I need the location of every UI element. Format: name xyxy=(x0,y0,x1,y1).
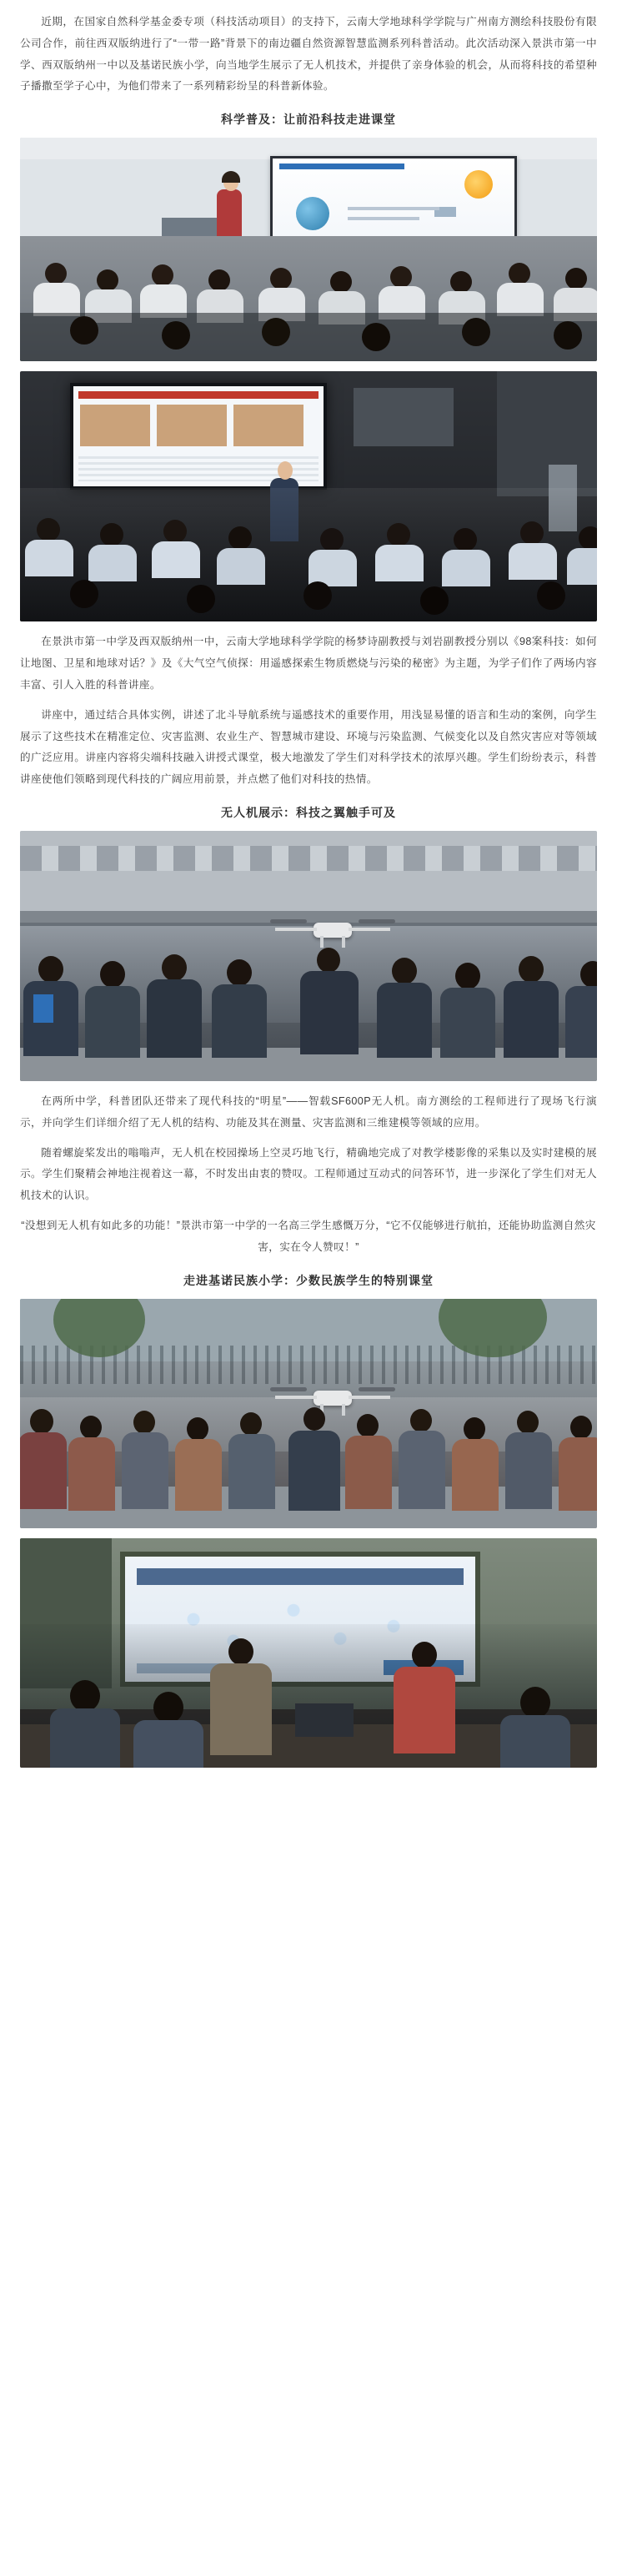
child-head xyxy=(80,1416,102,1439)
section2-paragraph-2: 随着螺旋桨发出的嗡嗡声，无人机在校园操场上空灵巧地飞行，精确地完成了对教学楼影像的采集以及实时建模的展示。学生们聚精会神地注视着这一幕，不时发出由衷的赞叹。工程师通过互动式的问答环节，进一步深化了学生们对无人机技术的认识。 xyxy=(20,1146,597,1202)
child-body xyxy=(68,1437,115,1511)
student-head xyxy=(412,1642,437,1668)
student-quote: “没想到无人机有如此多的功能！”景洪市第一中学的一名高三学生感慨万分，“它不仅能够进行航拍，还能协助监测自然灾害，实在令人赞叹！” xyxy=(21,1220,596,1253)
drone-leg-right xyxy=(342,936,345,948)
audience-head xyxy=(420,586,449,615)
slide-image-2 xyxy=(157,405,227,446)
presenter-head xyxy=(228,1638,253,1665)
student-head xyxy=(70,316,98,345)
student-body xyxy=(33,283,80,316)
section2-paragraph-1: 在两所中学，科普团队还带来了现代科技的“明星”——智载SF600P无人机。南方测绘的工程师进行了现场飞行演示，并向学生们详细介绍了无人机的结构、功能及其在测量、灾害监测和三维建模等领域的应用。 xyxy=(20,1094,597,1129)
engineer-head xyxy=(317,948,340,973)
child-head xyxy=(410,1409,432,1432)
drone-arm-left xyxy=(275,1396,317,1399)
projection-classroom-photo xyxy=(20,1538,597,1768)
student-head xyxy=(462,318,490,346)
student-head xyxy=(153,1692,183,1723)
student-body xyxy=(394,1667,455,1753)
slide-header-bar xyxy=(78,391,319,399)
classroom-lecture-photo xyxy=(20,138,597,361)
child-head xyxy=(570,1416,592,1439)
section-title-jinuo-school: 走进基诺民族小学：少数民族学生的特别课堂 xyxy=(183,1273,434,1287)
slide-image-1 xyxy=(80,405,150,446)
school-building xyxy=(20,831,597,913)
slide-line-1 xyxy=(348,207,439,210)
drone-rotor-right xyxy=(359,1387,395,1391)
equipment-case xyxy=(295,1703,354,1737)
student-body xyxy=(85,986,140,1058)
audience-head xyxy=(303,581,332,610)
student-body xyxy=(565,986,597,1058)
hall-side-wall xyxy=(497,371,597,496)
village-school-photo xyxy=(20,1299,597,1528)
audience-body xyxy=(375,545,424,581)
student-body xyxy=(377,983,432,1058)
student-head xyxy=(262,318,290,346)
student-bag xyxy=(33,994,53,1023)
drone-arm-right xyxy=(349,928,390,931)
child-body xyxy=(452,1439,499,1511)
student-body xyxy=(497,283,544,316)
student-head xyxy=(455,963,480,989)
student-head xyxy=(227,959,252,986)
child-body xyxy=(505,1432,552,1509)
audience-head xyxy=(70,580,98,608)
child-head xyxy=(517,1411,539,1434)
student-head xyxy=(38,956,63,983)
engineer-head xyxy=(303,1407,325,1431)
audience-body xyxy=(25,540,73,576)
student-body xyxy=(147,979,202,1058)
student-head xyxy=(554,321,582,350)
student-head xyxy=(362,323,390,351)
slide-title-bar xyxy=(137,1568,464,1585)
student-head xyxy=(520,1687,550,1718)
audience-body xyxy=(567,548,597,585)
child-head xyxy=(30,1409,53,1434)
child-body xyxy=(559,1437,597,1511)
drone-rotor-left xyxy=(270,919,307,923)
child-body xyxy=(228,1434,275,1509)
audience-body xyxy=(509,543,557,580)
audience-head xyxy=(579,526,597,550)
sun-graphic-icon xyxy=(464,170,493,199)
section1-paragraph-1: 在景洪市第一中学及西双版纳州一中，云南大学地球科学学院的杨梦诗副教授与刘岩副教授分别以《98案科技：如何让地图、卫星和地球对话？》及《大气空气侦探：用遥感探索生物质燃烧与污染的秘密》为主题，为学子们作了两场内容丰富、引人入胜的科普讲座。 xyxy=(20,636,597,691)
child-body xyxy=(20,1432,67,1509)
audience-head xyxy=(187,585,215,613)
drone-sf600p xyxy=(270,1379,395,1417)
student-head xyxy=(162,954,187,981)
wall-panel xyxy=(354,388,454,446)
student-body xyxy=(500,1715,570,1768)
student-body xyxy=(440,988,495,1058)
student-body xyxy=(50,1708,120,1768)
presenter-body xyxy=(210,1663,272,1755)
drone-leg-right xyxy=(342,1404,345,1416)
child-head xyxy=(464,1417,485,1441)
slide-image-3 xyxy=(233,405,303,446)
student-head xyxy=(100,961,125,988)
student-body xyxy=(133,1720,203,1768)
engineer-body xyxy=(300,971,359,1054)
student-head xyxy=(162,321,190,350)
child-body xyxy=(399,1431,445,1509)
section-title-drone-demo: 无人机展示：科技之翼触手可及 xyxy=(221,805,396,819)
student-body xyxy=(212,984,267,1058)
drone-arm-left xyxy=(275,928,317,931)
drone-body xyxy=(314,1391,352,1406)
child-body xyxy=(122,1432,168,1509)
child-body xyxy=(175,1439,222,1511)
engineer-body xyxy=(288,1431,340,1511)
drone-sf600p xyxy=(270,911,395,949)
child-head xyxy=(357,1414,379,1437)
building-windows xyxy=(20,846,597,871)
child-head xyxy=(133,1411,155,1434)
audience-head xyxy=(537,581,565,610)
teacher-hair xyxy=(222,171,240,183)
student-head xyxy=(392,958,417,984)
child-head xyxy=(187,1417,208,1441)
drone-leg-left xyxy=(320,936,324,948)
globe-graphic-icon xyxy=(296,197,329,230)
intro-paragraph: 近期，在国家自然科学基金委专项（科技活动项目）的支持下，云南大学地球科学学院与广州南方测绘科技股份有限公司合作，前往西双版纳进行了“一带一路”背景下的南边疆自然资源智慧监测系列科普活动。此次活动深入景洪市第一中学、西双版纳州一中以及基诺民族小学，向当地学生展示了无人机技术，并提供了亲身体验的机会，从而将科技的希望种子播撒至学子心中，为他们带来了一系列精彩纷呈的科普新体验。 xyxy=(20,16,597,93)
student-head xyxy=(70,1680,100,1712)
student-body xyxy=(504,981,559,1058)
child-body xyxy=(345,1436,392,1509)
drone-arm-right xyxy=(349,1396,390,1399)
foreground-shadow xyxy=(20,313,597,361)
student-head xyxy=(519,956,544,983)
drone-body xyxy=(314,923,352,938)
section-title-science-popularization: 科学普及：让前沿科技走进课堂 xyxy=(221,113,396,127)
audience-body xyxy=(152,541,200,578)
drone-rotor-right xyxy=(359,919,395,923)
lecture-hall-photo xyxy=(20,371,597,621)
audience-body xyxy=(442,550,490,586)
slide-line-2 xyxy=(348,217,419,220)
audience-body xyxy=(88,545,137,581)
child-head xyxy=(240,1412,262,1436)
slide-title-bar xyxy=(279,164,404,169)
drone-demo-photo xyxy=(20,831,597,1081)
audience-body xyxy=(217,548,265,585)
drone-rotor-left xyxy=(270,1387,307,1391)
section1-paragraph-2: 讲座中，通过结合具体实例，讲述了北斗导航系统与遥感技术的重要作用，用浅显易懂的语言和生动的案例，向学生展示了这些技术在精准定位、灾害监测、农业生产、智慧城市建设、环境与污染监测、气候变化以及自然灾害应对等领域的广泛应用。讲座内容将尖端科技融入讲授式课堂，极大地激发了学生们对科学技术的浓厚兴趣。学生们纷纷表示，科普讲座使他们领略到现代科技的广阔应用前景，并点燃了他们对科技的热情。 xyxy=(20,708,597,786)
